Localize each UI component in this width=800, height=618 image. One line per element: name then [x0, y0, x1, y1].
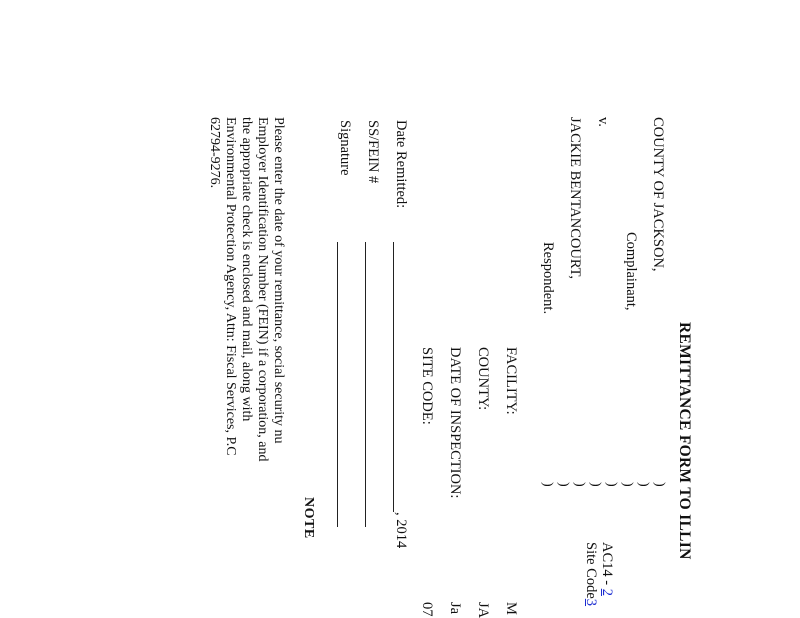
signature-line[interactable]: [337, 242, 338, 527]
complainant-party: COUNTY OF JACKSON,: [650, 117, 666, 272]
facility-label: FACILITY:: [503, 347, 519, 415]
respondent-party: JACKIE BENTANCOURT,: [567, 117, 583, 280]
caption-brace: ): [604, 482, 619, 487]
caption-brace: ): [572, 482, 587, 487]
caption-brace: ): [652, 482, 667, 487]
note-line: the appropriate check is enclosed and mail, along with: [239, 117, 254, 422]
date-remitted-year: , 2014: [393, 512, 409, 549]
ssfein-label: SS/FEIN #: [365, 120, 381, 184]
signature-label: Signature: [337, 120, 353, 176]
caption-brace: ): [636, 482, 651, 487]
site-code-header: [584, 542, 599, 606]
site-code-value: 07: [419, 602, 435, 617]
date-remitted-label: Date Remitted:: [393, 120, 409, 209]
caption-brace: ): [620, 482, 635, 487]
county-label: COUNTY:: [475, 347, 491, 411]
ssfein-line[interactable]: [365, 242, 366, 527]
complainant-label: Complainant,: [623, 232, 639, 311]
note-title: NOTE: [301, 497, 316, 539]
facility-value: M: [503, 602, 519, 615]
versus-label: v.: [595, 117, 611, 127]
case-number-prefix: AC14 -: [599, 542, 615, 589]
document-title: REMITTANCE FORM TO ILLIN: [676, 322, 693, 560]
remittance-form-sheet: [190, 72, 710, 618]
respondent-label: Respondent.: [540, 242, 556, 315]
caption-brace: ): [540, 482, 555, 487]
site-code-link[interactable]: 3: [583, 598, 599, 607]
note-line: Employer Identification Number (FEIN) if a corporation, and: [255, 117, 270, 462]
case-number-link[interactable]: 2: [599, 588, 615, 596]
date-of-inspection-label: DATE OF INSPECTION:: [447, 347, 463, 499]
case-number: [600, 542, 615, 596]
caption-brace: ): [556, 482, 571, 487]
note-line: Environmental Protection Agency, Attn: Fiscal Services, P.C: [223, 117, 238, 456]
county-value: JA: [475, 602, 491, 618]
date-remitted-line[interactable]: [393, 242, 394, 512]
site-code-label: SITE CODE:: [419, 347, 435, 425]
site-code-header-label: Site Code: [583, 542, 599, 599]
note-line: Please enter the date of your remittance, social security nu: [271, 117, 286, 444]
date-of-inspection-value: Ja: [447, 602, 463, 615]
caption-brace: ): [588, 482, 603, 487]
note-line: 62794-9276.: [207, 117, 222, 189]
